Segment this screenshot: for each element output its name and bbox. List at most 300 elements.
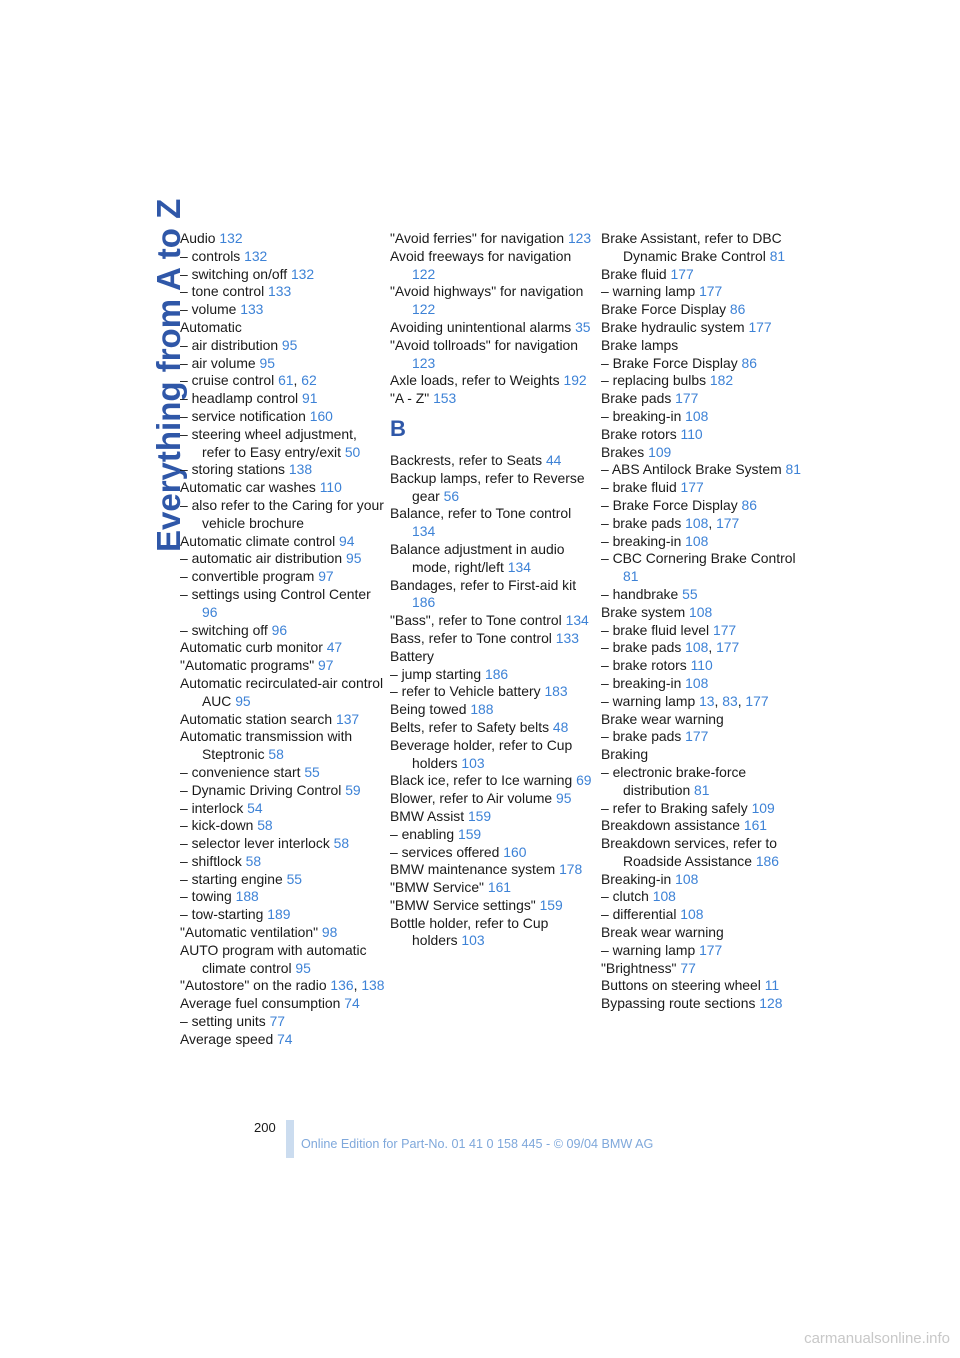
page-link[interactable]: 103 <box>461 932 485 949</box>
page-link[interactable]: 108 <box>675 870 699 887</box>
entry-term: – cruise control <box>180 372 279 389</box>
index-entry <box>180 817 385 835</box>
page-link[interactable]: 59 <box>345 781 361 798</box>
index-entry <box>180 924 385 942</box>
entry-term: Avoiding unintentional alarms <box>390 318 576 335</box>
index-entry <box>601 408 806 426</box>
index-entry <box>390 737 595 773</box>
entry-term: Brakes <box>601 443 649 460</box>
page-link[interactable]: 177 <box>670 265 694 282</box>
entry-term: – tone control <box>180 283 269 300</box>
page-link[interactable]: 137 <box>335 710 360 727</box>
entry-term: – steering wheel adjustment, refer to Easy entry/exit <box>180 425 357 460</box>
entry-term: Automatic car washes <box>180 479 320 496</box>
index-entry <box>601 266 806 284</box>
index-entry <box>601 622 806 640</box>
index-entry <box>601 977 806 995</box>
page-link[interactable]: 97 <box>318 568 334 585</box>
entry-term: Automatic curb monitor <box>180 639 327 656</box>
page-number: 200 <box>254 1120 276 1135</box>
page-link[interactable]: 95 <box>281 336 298 353</box>
index-entry <box>180 888 385 906</box>
page-link[interactable]: 108 <box>685 674 709 691</box>
entry-term: AUTO program with automatic climate control <box>180 941 367 976</box>
index-entry <box>180 800 385 818</box>
entry-term: Automatic recirculated-air control AUC <box>180 674 384 709</box>
index-entry <box>180 782 385 800</box>
index-entry <box>601 800 806 818</box>
section-letter: B <box>390 415 406 441</box>
page-link[interactable]: 108 <box>652 888 676 905</box>
page-link[interactable]: 160 <box>309 407 333 424</box>
entry-term: Black ice, refer to Ice warning <box>390 772 577 789</box>
index-entry <box>180 835 385 853</box>
page-link[interactable]: 110 <box>680 425 703 442</box>
entry-term: – handbrake <box>601 585 683 602</box>
page-link[interactable]: 177 <box>748 318 772 335</box>
page-link[interactable]: 161 <box>743 817 768 834</box>
page-link[interactable]: 177 <box>675 390 699 407</box>
entry-term: "Automatic ventilation" <box>180 924 322 941</box>
entry-term: – air volume <box>180 354 260 371</box>
index-entry <box>601 283 806 301</box>
page-link[interactable]: 48 <box>552 718 569 735</box>
index-entry <box>180 426 385 462</box>
index-entry <box>601 604 806 622</box>
index-entry: "Autostore" on the radio 136, 138 <box>180 977 385 994</box>
entry-term: – volume <box>180 301 241 318</box>
page-link[interactable]: 50 <box>344 443 361 460</box>
entry-term: Brake pads <box>601 390 676 407</box>
index-entry <box>180 728 385 764</box>
entry-term: Buttons on steering wheel <box>601 977 765 994</box>
entry-term: – shiftlock <box>180 852 246 869</box>
index-entry <box>601 960 806 978</box>
index-entry <box>180 853 385 871</box>
index-entry <box>180 408 385 426</box>
index-entry <box>601 337 806 355</box>
index-entry <box>601 746 806 764</box>
page-link[interactable]: 132 <box>290 265 315 282</box>
page-link[interactable]: 61 <box>278 372 294 389</box>
index-entry <box>601 657 806 675</box>
page-link[interactable]: 62 <box>301 372 317 389</box>
page-link[interactable]: 97 <box>318 657 334 674</box>
page-link[interactable]: 186 <box>484 665 509 682</box>
index-entry <box>601 355 806 373</box>
page-link[interactable]: 108 <box>685 532 709 549</box>
page-link[interactable]: 35 <box>575 318 591 335</box>
page-link[interactable]: 95 <box>259 354 275 371</box>
footer-text: Online Edition for Part-No. 01 41 0 158 445 - © 09/04 BMW AG <box>301 1137 654 1151</box>
page-link[interactable]: 178 <box>559 861 583 878</box>
index-entry <box>390 283 595 319</box>
entry-term: "Bass", refer to Tone control <box>390 612 566 629</box>
page-link[interactable]: 91 <box>302 390 318 407</box>
page-link[interactable]: 108 <box>689 603 713 620</box>
entry-term: BMW Assist <box>390 807 468 824</box>
index-entry <box>180 711 385 729</box>
page-link[interactable]: 177 <box>745 692 769 709</box>
index-entry <box>390 248 595 284</box>
page-link[interactable]: 86 <box>729 301 746 318</box>
page-link[interactable]: 153 <box>433 390 457 407</box>
entry-term: – jump starting <box>390 665 485 682</box>
page-link[interactable]: 86 <box>741 496 757 513</box>
page-link[interactable]: 81 <box>694 781 710 798</box>
entry-term: – automatic air distribution <box>180 550 346 567</box>
entry-term: Bandages, refer to First-aid kit <box>390 576 577 593</box>
page-link[interactable]: 108 <box>685 514 709 531</box>
entry-term: – brake fluid <box>601 479 681 496</box>
index-entry <box>390 337 595 373</box>
page-link[interactable]: 74 <box>344 995 360 1012</box>
page-link[interactable]: 96 <box>202 603 218 620</box>
entry-term: – brake fluid level <box>601 621 713 638</box>
entry-term: Break wear warning <box>601 924 724 941</box>
index-entry <box>390 505 595 541</box>
page-link[interactable]: 58 <box>333 835 350 852</box>
page-link[interactable]: 81 <box>769 247 786 264</box>
index-entry <box>601 764 806 800</box>
entry-term: Automatic transmission with Steptronic <box>180 728 353 763</box>
page-link[interactable]: 109 <box>648 443 672 460</box>
page-link[interactable]: 134 <box>565 612 589 629</box>
page-link[interactable]: 81 <box>623 568 639 585</box>
index-entry <box>601 372 806 390</box>
page-link[interactable]: 177 <box>680 479 704 496</box>
page-link[interactable]: 94 <box>339 532 355 549</box>
index-entry <box>180 319 385 337</box>
entry-term: – storing stations <box>180 461 289 478</box>
index-entry <box>390 790 595 808</box>
page-link[interactable]: 159 <box>539 896 563 913</box>
page-link[interactable]: 122 <box>412 301 436 318</box>
page-link[interactable]: 109 <box>751 799 775 816</box>
page-link[interactable]: 58 <box>257 817 273 834</box>
index-entry <box>601 461 806 479</box>
entry-term: "BMW Service settings" <box>390 896 540 913</box>
page-link[interactable]: 122 <box>412 265 436 282</box>
page-link[interactable]: 161 <box>487 879 512 896</box>
index-entry <box>180 995 385 1013</box>
index-entry <box>601 728 806 746</box>
page-link[interactable]: 95 <box>235 692 251 709</box>
index-entry <box>390 844 595 862</box>
index-entry <box>180 550 385 568</box>
entry-term: – starting engine <box>180 870 287 887</box>
entry-term: – breaking-in <box>601 674 686 691</box>
entry-term: – warning lamp <box>601 692 700 709</box>
index-entry <box>390 612 595 630</box>
index-entry <box>180 248 385 266</box>
index-entry <box>601 230 806 266</box>
entry-term: Blower, refer to Air volume <box>390 790 556 807</box>
page-link[interactable]: 95 <box>346 550 362 567</box>
index-column-2 <box>390 230 595 950</box>
entry-term: Automatic <box>180 318 242 335</box>
page-link[interactable]: 188 <box>470 701 494 718</box>
index-entry <box>601 888 806 906</box>
index-entry <box>180 1031 385 1049</box>
page-link[interactable]: 134 <box>412 523 436 540</box>
page-link[interactable]: 186 <box>412 594 436 611</box>
watermark: carmanualsonline.info <box>804 1330 950 1347</box>
entry-term: – also refer to the Caring for your vehicle brochure <box>180 496 384 531</box>
entry-term: – brake pads <box>601 514 686 531</box>
page-link[interactable]: 96 <box>271 621 288 638</box>
entry-term: Brake wear warning <box>601 710 724 727</box>
entry-term: – warning lamp <box>601 941 700 958</box>
page-link[interactable]: 177 <box>699 941 723 958</box>
entry-term: – enabling <box>390 825 458 842</box>
index-entry <box>390 879 595 897</box>
index-entry <box>180 657 385 675</box>
index-entry <box>180 337 385 355</box>
page-link[interactable]: 55 <box>286 870 303 887</box>
page-link[interactable]: 123 <box>412 354 436 371</box>
side-title-text: Everything from A to Z <box>150 198 187 552</box>
index-entry <box>601 942 806 960</box>
index-entry <box>390 541 595 577</box>
entry-term: Breakdown services, refer to Roadside Assistance <box>601 835 778 869</box>
page-link[interactable]: 56 <box>443 487 460 504</box>
page-link[interactable]: 138 <box>288 461 313 478</box>
page-link[interactable]: 95 <box>555 790 572 807</box>
page-link[interactable]: 108 <box>685 407 709 424</box>
entry-term: – headlamp control <box>180 390 303 407</box>
page-link[interactable]: 177 <box>716 514 740 531</box>
page-link[interactable]: 54 <box>247 799 263 816</box>
index-entry <box>180 639 385 657</box>
entry-term: – tow-starting <box>180 906 268 923</box>
page-link[interactable]: 192 <box>563 372 587 389</box>
index-entry <box>390 470 595 506</box>
entry-term: Bass, refer to Tone control <box>390 629 556 646</box>
entry-term: – interlock <box>180 799 248 816</box>
entry-term: – CBC Cornering Brake Control <box>601 550 796 567</box>
entry-term: "Avoid highways" for navigation <box>390 283 584 300</box>
page-link[interactable]: 159 <box>457 825 482 842</box>
entry-term: – clutch <box>601 888 653 905</box>
page-link[interactable]: 182 <box>709 372 734 389</box>
page-link[interactable]: 81 <box>785 461 801 478</box>
page-link[interactable]: 160 <box>503 843 527 860</box>
page-link[interactable]: 77 <box>680 959 696 976</box>
index-entry <box>601 817 806 835</box>
entry-term: – brake pads <box>601 728 686 745</box>
index-entry: – cruise control 61, 62 <box>180 372 317 389</box>
index-entry <box>601 301 806 319</box>
index-entry <box>601 497 806 515</box>
index-entry <box>601 835 806 871</box>
entry-term: Avoid freeways for navigation <box>390 247 572 264</box>
entry-term: – brake pads <box>601 639 686 656</box>
entry-term: Average fuel consumption <box>180 995 345 1012</box>
page-link[interactable]: 110 <box>690 657 713 674</box>
entry-term: Bypassing route sections <box>601 995 760 1012</box>
page-link[interactable]: 183 <box>544 683 568 700</box>
page-link[interactable]: 13 <box>699 692 715 709</box>
index-entry <box>180 283 385 301</box>
index-entry <box>601 426 806 444</box>
page-link[interactable]: 69 <box>576 772 592 789</box>
entry-term: Brake Assistant, refer to DBC Dynamic Brake Control <box>601 230 782 264</box>
entry-term: Balance adjustment in audio mode, right/left <box>390 540 565 575</box>
entry-term: Automatic climate control <box>180 532 340 549</box>
page-link[interactable]: 159 <box>467 807 492 824</box>
page-link[interactable]: 177 <box>712 621 737 638</box>
index-entry <box>601 444 806 462</box>
page-link[interactable]: 133 <box>555 629 579 646</box>
index-entry <box>180 355 385 373</box>
index-entry: – brake pads 108, 177 <box>601 514 740 531</box>
index-entry <box>180 942 385 978</box>
entry-term: – setting units <box>180 1013 270 1030</box>
index-entry <box>601 533 806 551</box>
index-entry <box>180 301 385 319</box>
entry-term: Brake lamps <box>601 336 679 353</box>
index-entry <box>601 871 806 889</box>
entry-term: – convertible program <box>180 568 319 585</box>
index-entry <box>601 550 806 586</box>
index-entry <box>390 826 595 844</box>
index-entry <box>390 808 595 826</box>
entry-term: "Avoid ferries" for navigation <box>390 230 568 246</box>
page-link[interactable]: 103 <box>461 754 485 771</box>
index-entry <box>390 372 595 390</box>
side-title <box>114 198 187 552</box>
entry-term: Brake Force Display <box>601 301 730 318</box>
page-link[interactable]: 133 <box>268 283 292 300</box>
page-link[interactable]: 132 <box>219 230 243 246</box>
entry-term: – convenience start <box>180 763 305 780</box>
page-link[interactable]: 58 <box>268 746 284 763</box>
index-column-3 <box>601 230 806 1013</box>
entry-term: Breaking-in <box>601 870 676 887</box>
entry-term: Average speed <box>180 1030 278 1047</box>
page-link[interactable]: 136 <box>330 977 354 994</box>
entry-term: – differential <box>601 906 681 923</box>
index-entry <box>180 479 385 497</box>
page-link[interactable]: 108 <box>685 639 709 656</box>
index-entry <box>180 230 385 248</box>
page-link[interactable]: 86 <box>741 354 757 371</box>
entry-term: BMW maintenance system <box>390 861 560 878</box>
page-link[interactable]: 11 <box>764 977 780 994</box>
index-entry <box>601 675 806 693</box>
page-link[interactable]: 77 <box>269 1013 286 1030</box>
entry-term: Belts, refer to Safety belts <box>390 718 553 735</box>
entry-term: Backrests, refer to Seats <box>390 451 546 468</box>
index-entry <box>601 479 806 497</box>
page-link[interactable]: 83 <box>722 692 738 709</box>
index-entry <box>180 622 385 640</box>
index-entry <box>390 648 595 666</box>
index-entry <box>601 390 806 408</box>
index-entry <box>390 666 595 684</box>
index-entry <box>390 915 595 951</box>
entry-term: – breaking-in <box>601 532 686 549</box>
entry-term: Brake rotors <box>601 425 681 442</box>
entry-term: Audio <box>180 230 220 246</box>
entry-term: – Dynamic Driving Control <box>180 781 346 798</box>
page-link[interactable]: 44 <box>545 451 562 468</box>
entry-term: Battery <box>390 647 435 664</box>
page-link[interactable]: 123 <box>567 230 592 246</box>
entry-term: – selector lever interlock <box>180 835 334 852</box>
page-link[interactable]: 55 <box>304 763 320 780</box>
index-entry <box>180 266 385 284</box>
index-entry <box>601 586 806 604</box>
footer-bar <box>286 1120 294 1158</box>
page-link[interactable]: 134 <box>507 558 531 575</box>
entry-term: "A - Z" <box>390 390 434 407</box>
index-entry <box>180 390 385 408</box>
entry-term: "Automatic programs" <box>180 657 319 674</box>
page-link[interactable]: 47 <box>326 639 343 656</box>
page-link[interactable]: 188 <box>235 888 259 905</box>
page-link[interactable]: 132 <box>244 247 268 264</box>
entry-term: – ABS Antilock Brake System <box>601 461 786 478</box>
entry-term: Being towed <box>390 701 471 718</box>
index-entry <box>601 924 806 942</box>
entry-term: Balance, refer to Tone control <box>390 505 572 522</box>
index-entry <box>390 701 595 719</box>
page-link[interactable]: 58 <box>245 852 262 869</box>
page-link[interactable]: 128 <box>759 995 783 1012</box>
page-link[interactable]: 55 <box>682 585 698 602</box>
entry-term: – replacing bulbs <box>601 372 710 389</box>
entry-term: – switching on/off <box>180 265 291 282</box>
index-entry <box>390 861 595 879</box>
page-link[interactable]: 74 <box>277 1030 293 1047</box>
entry-term: – service notification <box>180 407 310 424</box>
entry-term: – kick-down <box>180 817 258 834</box>
entry-term: "Avoid tollroads" for navigation <box>390 336 578 353</box>
index-entry <box>390 772 595 790</box>
index-entry: – brake pads 108, 177 <box>601 639 740 656</box>
entry-term: Brake system <box>601 603 689 620</box>
page-link[interactable]: 189 <box>267 906 291 923</box>
page-link[interactable]: 98 <box>321 924 338 941</box>
entry-term: "Autostore" on the radio <box>180 977 331 994</box>
page-link[interactable]: 95 <box>295 959 311 976</box>
entry-term: – controls <box>180 247 245 264</box>
entry-term: Breakdown assistance <box>601 817 744 834</box>
entry-term: Automatic station search <box>180 710 336 727</box>
entry-term: – switching off <box>180 621 272 638</box>
page-link[interactable]: 186 <box>755 852 779 869</box>
index-entry <box>180 568 385 586</box>
page-link[interactable]: 177 <box>716 639 740 656</box>
index-entry <box>180 764 385 782</box>
index-entry <box>601 711 806 729</box>
entry-term: – electronic brake-force distribution <box>601 763 747 798</box>
entry-term: Axle loads, refer to Weights <box>390 372 564 389</box>
page-link[interactable]: 177 <box>685 728 709 745</box>
entry-term: – refer to Vehicle battery <box>390 683 545 700</box>
page-link[interactable]: 133 <box>240 301 264 318</box>
entry-term: – breaking-in <box>601 407 686 424</box>
page-link[interactable]: 108 <box>680 906 704 923</box>
page-link[interactable]: 110 <box>319 479 342 496</box>
entry-term: – towing <box>180 888 236 905</box>
entry-term: Brake hydraulic system <box>601 318 749 335</box>
index-entry <box>180 497 385 533</box>
page-link[interactable]: 138 <box>361 977 385 994</box>
page-link[interactable]: 177 <box>699 283 723 300</box>
